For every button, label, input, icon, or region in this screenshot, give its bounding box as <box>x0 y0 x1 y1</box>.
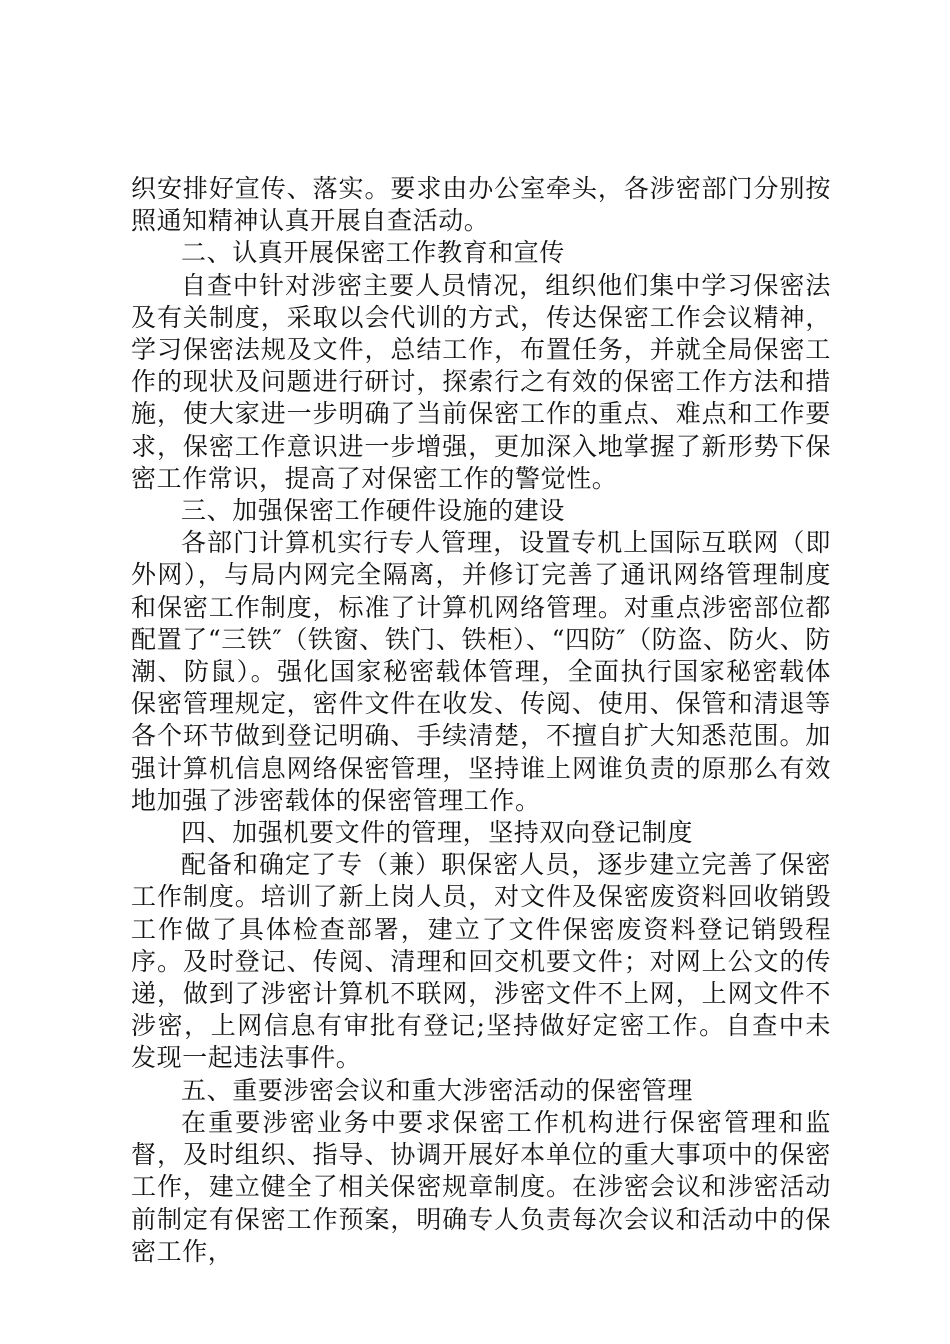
paragraph-hardware: 各部门计算机实行专人管理，设置专机上国际互联网（即外网），与局内网完全隔离，并修订完善了通讯网络管理制度和保密工作制度，标准了计算机网络管理。对重点涉密部位都配置了“三铁″（铁窗、铁门、铁柜）、“四防″（防盗、防火、防潮、防鼠）。强化国家秘密载体管理，全面执行国家秘密载体保密管理规定，密件文件在收发、传阅、使用、保管和清退等各个环节做到登记明确、手续清楚，不擅自扩大知悉范围。加强计算机信息网络保密管理，坚持谁上网谁负责的原那么有效地加强了涉密载体的保密管理工作。 <box>131 528 831 815</box>
paragraph-meetings: 在重要涉密业务中要求保密工作机构进行保密管理和监督，及时组织、指导、协调开展好本单位的重大事项中的保密工作，建立健全了相关保密规章制度。在涉密会议和涉密活动前制定有保密工作预案，明确专人负责每次会议和活动中的保密工作， <box>131 1107 831 1266</box>
section-heading-3: 三、加强保密工作硬件设施的建设 <box>181 496 566 526</box>
paragraph-continuation: 织安排好宣传、落实。要求由办公室牵头，各涉密部门分别按照通知精神认真开展自查活动。 <box>131 174 831 236</box>
section-heading-4: 四、加强机要文件的管理，坚持双向登记制度 <box>181 818 694 848</box>
section-heading-5: 五、重要涉密会议和重大涉密活动的保密管理 <box>181 1075 694 1105</box>
paragraph-education: 自查中针对涉密主要人员情况，组织他们集中学习保密法及有关制度，采取以会代训的方式，传达保密工作会议精神，学习保密法规及文件，总结工作，布置任务，并就全局保密工作的现状及问题进行研讨，探索行之有效的保密工作方法和措施，使大家进一步明确了当前保密工作的重点、难点和工作要求，保密工作意识进一步增强，更加深入地掌握了新形势下保密工作常识，提高了对保密工作的警觉性。 <box>131 270 831 493</box>
section-heading-2: 二、认真开展保密工作教育和宣传 <box>181 238 566 268</box>
paragraph-documents: 配备和确定了专（兼）职保密人员，逐步建立完善了保密工作制度。培训了新上岗人员，对文件及保密废资料回收销毁工作做了具体检查部署，建立了文件保密废资料登记销毁程序。及时登记、传阅、清理和回交机要文件；对网上公文的传递，做到了涉密计算机不联网，涉密文件不上网，上网文件不涉密，上网信息有审批有登记;坚持做好定密工作。自查中未发现一起违法事件。 <box>131 850 831 1073</box>
document-body <box>131 173 831 1268</box>
